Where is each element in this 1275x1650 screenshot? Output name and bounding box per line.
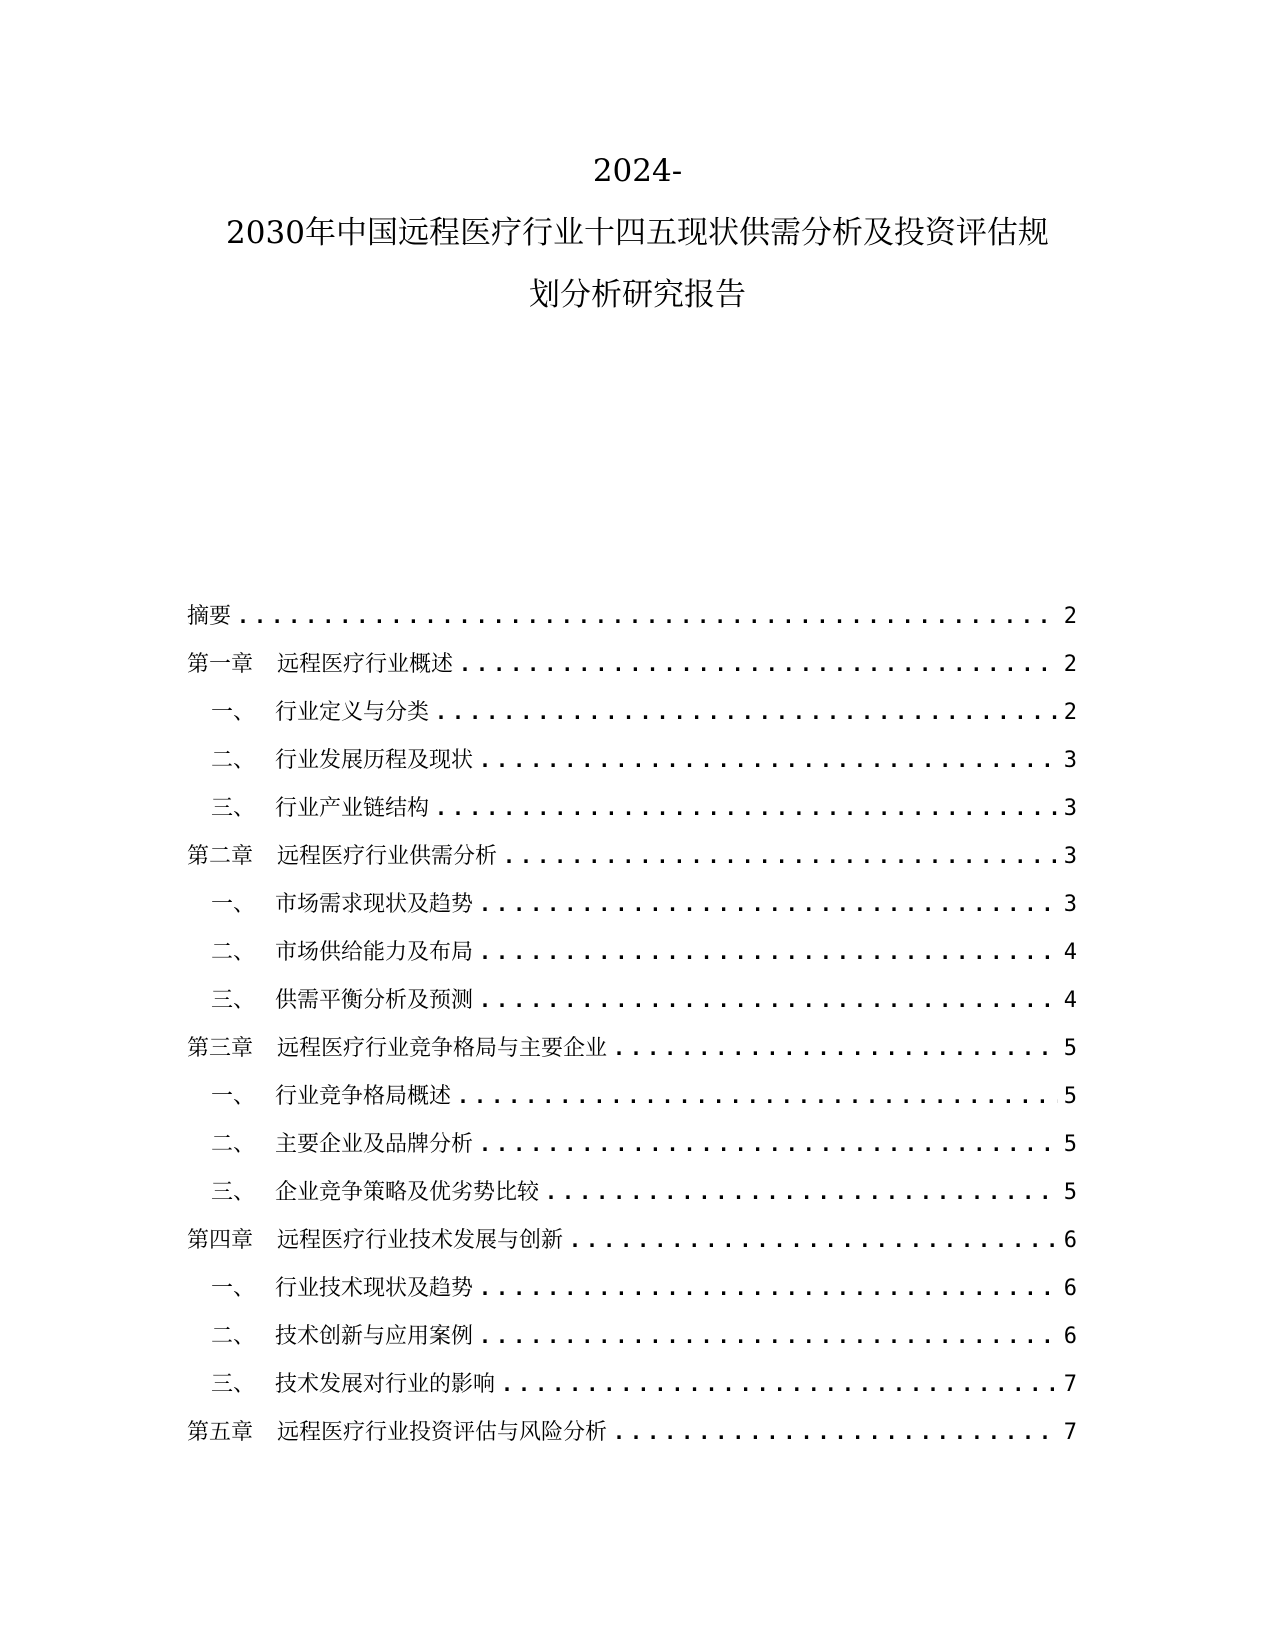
toc-entry-text: 主要企业及品牌分析	[275, 1132, 474, 1157]
toc-entry-label	[211, 1361, 495, 1409]
toc-entry[interactable]	[187, 1360, 1077, 1408]
toc-entry-label	[211, 977, 473, 1025]
toc-dot-leader	[457, 1072, 1058, 1120]
title-line-1: 2024-	[592, 153, 683, 189]
toc-entry-text: 行业技术现状及趋势	[275, 1276, 474, 1301]
toc-section-number: 三、	[211, 1372, 256, 1397]
toc-entry[interactable]	[187, 688, 1077, 736]
toc-dot-leader	[503, 832, 1058, 880]
toc-dot-leader	[479, 736, 1058, 784]
toc-entry-label	[211, 881, 473, 929]
toc-section-number: 三、	[211, 796, 256, 821]
toc-dot-leader	[569, 1216, 1058, 1264]
toc-entry[interactable]	[187, 784, 1077, 832]
toc-entry-label	[211, 1121, 473, 1169]
toc-dot-leader	[479, 928, 1058, 976]
toc-dot-leader	[479, 880, 1058, 928]
toc-entry-label	[211, 1313, 473, 1361]
toc-entry[interactable]	[187, 928, 1077, 976]
toc-page-number: 2	[1063, 652, 1077, 677]
toc-entry-label	[187, 833, 497, 881]
toc-entry-text: 摘要	[187, 604, 232, 629]
toc-section-number: 三、	[211, 1180, 256, 1205]
toc-page-number: 6	[1063, 1276, 1077, 1301]
toc-section-number: 二、	[211, 1324, 256, 1349]
toc-dot-leader	[479, 1264, 1058, 1312]
toc-dot-leader	[237, 592, 1058, 640]
toc-entry[interactable]	[187, 1264, 1077, 1312]
toc-section-number: 一、	[211, 892, 256, 917]
toc-chapter-number: 第四章	[187, 1228, 254, 1253]
title-line-3: 划分析研究报告	[529, 277, 746, 313]
toc-page-number: 5	[1063, 1036, 1077, 1061]
toc-section-number: 三、	[211, 988, 256, 1013]
toc-entry-text: 技术发展对行业的影响	[275, 1372, 496, 1397]
toc-entry-text: 行业竞争格局概述	[275, 1084, 452, 1109]
toc-dot-leader	[613, 1408, 1058, 1456]
toc-page-number: 2	[1063, 604, 1077, 629]
toc-entry-text: 行业定义与分类	[275, 700, 430, 725]
toc-section-number: 一、	[211, 700, 256, 725]
toc-entry-text: 市场需求现状及趋势	[275, 892, 474, 917]
toc-page-number: 4	[1063, 988, 1077, 1013]
toc-dot-leader	[613, 1024, 1058, 1072]
toc-entry-text: 行业产业链结构	[275, 796, 430, 821]
toc-entry-text: 远程医疗行业竞争格局与主要企业	[277, 1036, 608, 1061]
toc-entry[interactable]	[187, 1072, 1077, 1120]
toc-entry[interactable]	[187, 736, 1077, 784]
title-line-2: 2030年中国远程医疗行业十四五现状供需分析及投资评估规	[226, 215, 1049, 251]
toc-entry[interactable]	[187, 640, 1077, 688]
document-title	[0, 140, 1275, 326]
toc-page-number: 3	[1063, 796, 1077, 821]
toc-dot-leader	[479, 1312, 1058, 1360]
toc-chapter-number: 第五章	[187, 1420, 254, 1445]
toc-entry[interactable]	[187, 1312, 1077, 1360]
toc-entry-text: 远程医疗行业概述	[277, 652, 454, 677]
toc-entry-label	[187, 593, 231, 641]
toc-page-number: 6	[1063, 1324, 1077, 1349]
toc-entry[interactable]	[187, 832, 1077, 880]
toc-entry[interactable]	[187, 1024, 1077, 1072]
toc-entry-label	[187, 1409, 607, 1457]
toc-page-number: 6	[1063, 1228, 1077, 1253]
toc-entry-label	[211, 689, 429, 737]
toc-entry-label	[211, 1265, 473, 1313]
toc-page-number: 7	[1063, 1420, 1077, 1445]
toc-entry[interactable]	[187, 1408, 1077, 1456]
toc-dot-leader	[545, 1168, 1058, 1216]
toc-page-number: 5	[1063, 1180, 1077, 1205]
table-of-contents	[187, 592, 1077, 1456]
toc-page-number: 5	[1063, 1132, 1077, 1157]
toc-dot-leader	[435, 688, 1058, 736]
toc-dot-leader	[501, 1360, 1058, 1408]
toc-entry[interactable]	[187, 1120, 1077, 1168]
toc-chapter-number: 第一章	[187, 652, 254, 677]
toc-entry-text: 企业竞争策略及优劣势比较	[275, 1180, 540, 1205]
toc-entry-text: 市场供给能力及布局	[275, 940, 474, 965]
toc-entry-text: 行业发展历程及现状	[275, 748, 474, 773]
toc-page-number: 3	[1063, 844, 1077, 869]
toc-page-number: 7	[1063, 1372, 1077, 1397]
toc-page-number: 3	[1063, 892, 1077, 917]
toc-entry[interactable]	[187, 1168, 1077, 1216]
toc-entry-label	[187, 1217, 563, 1265]
toc-page-number: 3	[1063, 748, 1077, 773]
toc-entry-label	[187, 1025, 607, 1073]
toc-entry[interactable]	[187, 976, 1077, 1024]
toc-section-number: 一、	[211, 1276, 256, 1301]
toc-entry[interactable]	[187, 1216, 1077, 1264]
toc-section-number: 一、	[211, 1084, 256, 1109]
toc-entry-label	[211, 1169, 539, 1217]
toc-page-number: 4	[1063, 940, 1077, 965]
toc-entry[interactable]	[187, 880, 1077, 928]
toc-entry-text: 远程医疗行业投资评估与风险分析	[277, 1420, 608, 1445]
toc-chapter-number: 第三章	[187, 1036, 254, 1061]
toc-entry-label	[211, 1073, 451, 1121]
toc-section-number: 二、	[211, 940, 256, 965]
toc-entry-label	[211, 929, 473, 977]
toc-entry-label	[211, 785, 429, 833]
toc-entry[interactable]	[187, 592, 1077, 640]
toc-entry-label	[211, 737, 473, 785]
toc-page-number: 5	[1063, 1084, 1077, 1109]
toc-entry-text: 供需平衡分析及预测	[275, 988, 474, 1013]
toc-dot-leader	[459, 640, 1058, 688]
toc-dot-leader	[479, 1120, 1058, 1168]
toc-entry-text: 远程医疗行业供需分析	[277, 844, 498, 869]
toc-dot-leader	[435, 784, 1058, 832]
toc-entry-label	[187, 641, 453, 689]
toc-dot-leader	[479, 976, 1058, 1024]
toc-chapter-number: 第二章	[187, 844, 254, 869]
toc-section-number: 二、	[211, 1132, 256, 1157]
toc-entry-text: 远程医疗行业技术发展与创新	[277, 1228, 564, 1253]
toc-section-number: 二、	[211, 748, 256, 773]
toc-page-number: 2	[1063, 700, 1077, 725]
toc-entry-text: 技术创新与应用案例	[275, 1324, 474, 1349]
